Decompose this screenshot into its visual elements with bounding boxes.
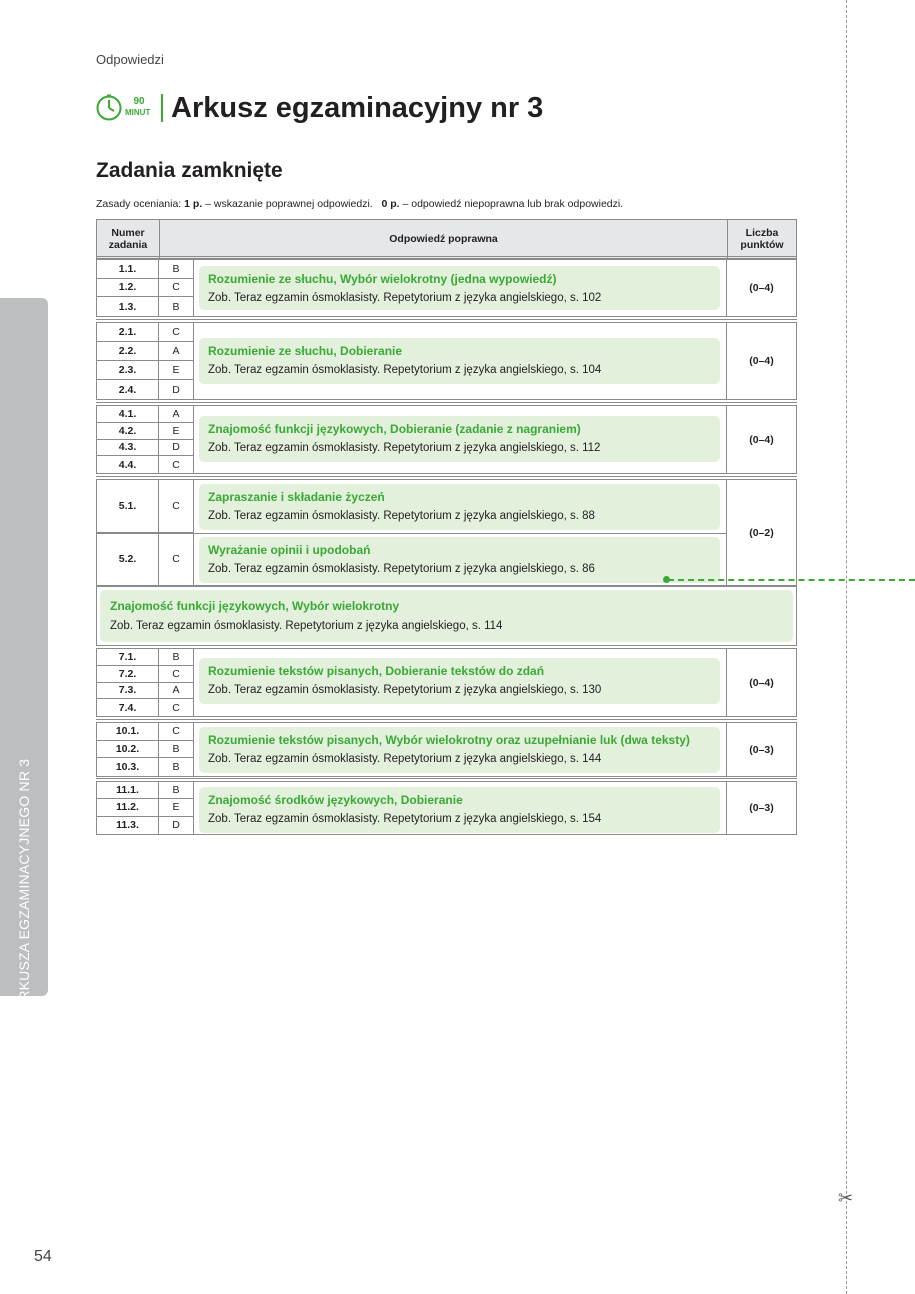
topic-box — [199, 727, 720, 773]
scoring-rules — [96, 198, 623, 210]
topic-title: Zapraszanie i składanie życzeń — [208, 490, 385, 504]
task-answer: C — [159, 723, 193, 741]
timer-badge — [96, 94, 164, 124]
rules-p0-text: – odpowiedź niepoprawna lub brak odpowiedzi. — [402, 198, 624, 210]
title-divider — [161, 94, 163, 122]
task-number: 4.1. — [97, 406, 158, 423]
task-number: 11.2. — [97, 799, 158, 816]
task-number: 1.1. — [97, 260, 158, 279]
topic-reference: Zob. Teraz egzamin ósmoklasisty. Repetytorium z języka angielskiego, s. 86 — [208, 563, 595, 575]
task-answer: B — [159, 260, 193, 279]
topic-box — [199, 658, 720, 704]
header-number: Numer zadania — [97, 220, 160, 258]
answer-group — [96, 405, 797, 474]
points-cell: (0–4) — [726, 649, 796, 716]
topic-title: Znajomość środków językowych, Dobieranie — [208, 793, 463, 807]
task-numbers — [97, 782, 159, 834]
task-number: 1.2. — [97, 279, 158, 298]
task-number: 7.3. — [97, 683, 158, 700]
task-answer: B — [172, 761, 180, 774]
points-cell: (0–3) — [726, 782, 796, 834]
side-tab — [0, 298, 48, 1132]
task-answer: D — [159, 440, 193, 457]
points-cell: (0–2) — [726, 480, 796, 585]
task-number: 4.2. — [97, 423, 158, 440]
stopwatch-icon — [96, 94, 124, 122]
task-numbers — [97, 260, 159, 316]
rules-prefix: Zasady oceniania: — [96, 198, 182, 210]
task-answer: E — [159, 423, 193, 440]
topic-reference: Zob. Teraz egzamin ósmoklasisty. Repetytorium z języka angielskiego, s. 88 — [208, 510, 595, 522]
task-numbers — [97, 406, 159, 473]
topic-box — [199, 338, 720, 384]
task-answer: C — [159, 666, 193, 683]
task-number: 2.2. — [97, 342, 158, 361]
task-answer: C — [159, 279, 193, 298]
cut-line — [846, 0, 847, 1294]
answer-group — [96, 648, 797, 717]
timer-value: 90 — [133, 96, 145, 107]
topic-reference: Zob. Teraz egzamin ósmoklasisty. Repetytorium z języka angielskiego, s. 144 — [208, 753, 602, 765]
section-title: Zadania zamknięte — [96, 159, 283, 182]
timer-unit: MINUT — [125, 108, 151, 117]
task-answers — [159, 260, 194, 316]
answer-group — [96, 781, 797, 835]
topic-title: Znajomość funkcji językowych, Wybór wielokrotny — [110, 599, 400, 613]
task-answer: C — [159, 480, 193, 533]
rules-p1: 1 p. — [184, 198, 203, 210]
topic-title: Rozumienie ze słuchu, Dobieranie — [208, 344, 403, 358]
topic-box — [199, 484, 720, 530]
task-number: 7.2. — [97, 666, 158, 683]
task-answer: E — [159, 361, 193, 380]
answer-group — [96, 259, 797, 317]
topic-reference: Zob. Teraz egzamin ósmoklasisty. Repetytorium z języka angielskiego, s. 154 — [208, 813, 602, 825]
task-answer: C — [172, 701, 180, 714]
topic-reference: Zob. Teraz egzamin ósmoklasisty. Repetytorium z języka angielskiego, s. 102 — [208, 292, 602, 304]
topic-box — [199, 416, 720, 462]
points-cell: (0–4) — [726, 406, 796, 473]
header-answer: Odpowiedź poprawna — [160, 220, 728, 258]
wide-answer-row — [96, 586, 797, 646]
page-number: 54 — [34, 1248, 52, 1265]
task-answers — [159, 649, 194, 716]
task-answer: B — [159, 782, 193, 799]
task-number: 10.1. — [97, 723, 158, 741]
header-label: Odpowiedzi — [96, 52, 164, 67]
topic-reference: Zob. Teraz egzamin ósmoklasisty. Repetytorium z języka angielskiego, s. 114 — [110, 620, 503, 632]
task-number: 11.3. — [116, 819, 139, 832]
task-answers — [159, 782, 194, 834]
rules-p0: 0 p. — [381, 198, 400, 210]
topic-reference: Zob. Teraz egzamin ósmoklasisty. Repetytorium z języka angielskiego, s. 130 — [208, 684, 602, 696]
points-cell: (0–4) — [726, 323, 796, 399]
task-number: 2.3. — [97, 361, 158, 380]
task-answers — [159, 323, 194, 399]
task-number: 11.1. — [97, 782, 158, 799]
task-number: 10.3. — [115, 761, 140, 774]
answer-group — [96, 722, 797, 777]
rules-p1-text: – wskazanie poprawnej odpowiedzi. — [205, 198, 373, 210]
header-points: Liczba punktów — [740, 227, 784, 251]
topic-box — [199, 537, 720, 583]
task-number: 4.4. — [118, 458, 137, 471]
topic-box — [199, 266, 720, 310]
topic-title: Rozumienie tekstów pisanych, Wybór wielokrotny oraz uzupełnianie luk (dwa teksty) — [208, 733, 690, 747]
task-answer: C — [172, 552, 180, 565]
side-tab-label: ODPOWIEDZI DO ARKUSZA EGZAMINACYJNEGO NR 3 — [16, 758, 32, 1132]
task-number: 7.4. — [118, 701, 137, 714]
task-answers — [159, 406, 194, 473]
topic-reference: Zob. Teraz egzamin ósmoklasisty. Repetytorium z języka angielskiego, s. 112 — [208, 442, 601, 454]
task-answer: B — [159, 649, 193, 666]
task-answer: B — [159, 741, 193, 759]
task-number: 2.4. — [118, 383, 137, 396]
task-number: 2.1. — [97, 323, 158, 342]
task-number: 10.2. — [97, 741, 158, 759]
topic-title: Znajomość funkcji językowych, Dobieranie (zadanie z nagraniem) — [208, 422, 581, 436]
task-number: 5.1. — [97, 480, 158, 533]
task-numbers — [97, 723, 159, 776]
task-answer: D — [172, 819, 180, 832]
task-number: 4.3. — [97, 440, 158, 457]
page-title: Arkusz egzaminacyjny nr 3 — [171, 92, 544, 124]
task-answer: B — [172, 300, 180, 313]
topic-title: Rozumienie ze słuchu, Wybór wielokrotny (jedna wypowiedź) — [208, 272, 557, 286]
task-answer: D — [172, 383, 180, 396]
points-cell: (0–4) — [726, 260, 796, 316]
topic-box — [100, 590, 793, 642]
row-divider — [97, 533, 726, 534]
task-number: 7.1. — [97, 649, 158, 666]
table-header — [96, 219, 797, 259]
green-dashed-line — [668, 579, 915, 581]
answer-group — [96, 479, 797, 586]
topic-reference: Zob. Teraz egzamin ósmoklasisty. Repetytorium z języka angielskiego, s. 104 — [208, 364, 602, 376]
topic-title: Rozumienie tekstów pisanych, Dobieranie tekstów do zdań — [208, 664, 545, 678]
task-answer: C — [172, 458, 180, 471]
scissors-icon: ✂ — [838, 1188, 854, 1208]
task-answer: E — [159, 799, 193, 816]
task-numbers — [97, 649, 159, 716]
topic-box — [199, 787, 720, 833]
task-numbers — [97, 323, 159, 399]
task-answer: A — [159, 406, 193, 423]
task-number: 1.3. — [118, 300, 137, 313]
answer-group — [96, 322, 797, 400]
points-cell: (0–3) — [726, 723, 796, 776]
topic-title: Wyrażanie opinii i upodobań — [208, 543, 371, 557]
task-answers — [159, 723, 194, 776]
task-answer: A — [159, 342, 193, 361]
task-number: 5.2. — [118, 552, 137, 565]
task-answer: C — [159, 323, 193, 342]
task-answer: A — [159, 683, 193, 700]
